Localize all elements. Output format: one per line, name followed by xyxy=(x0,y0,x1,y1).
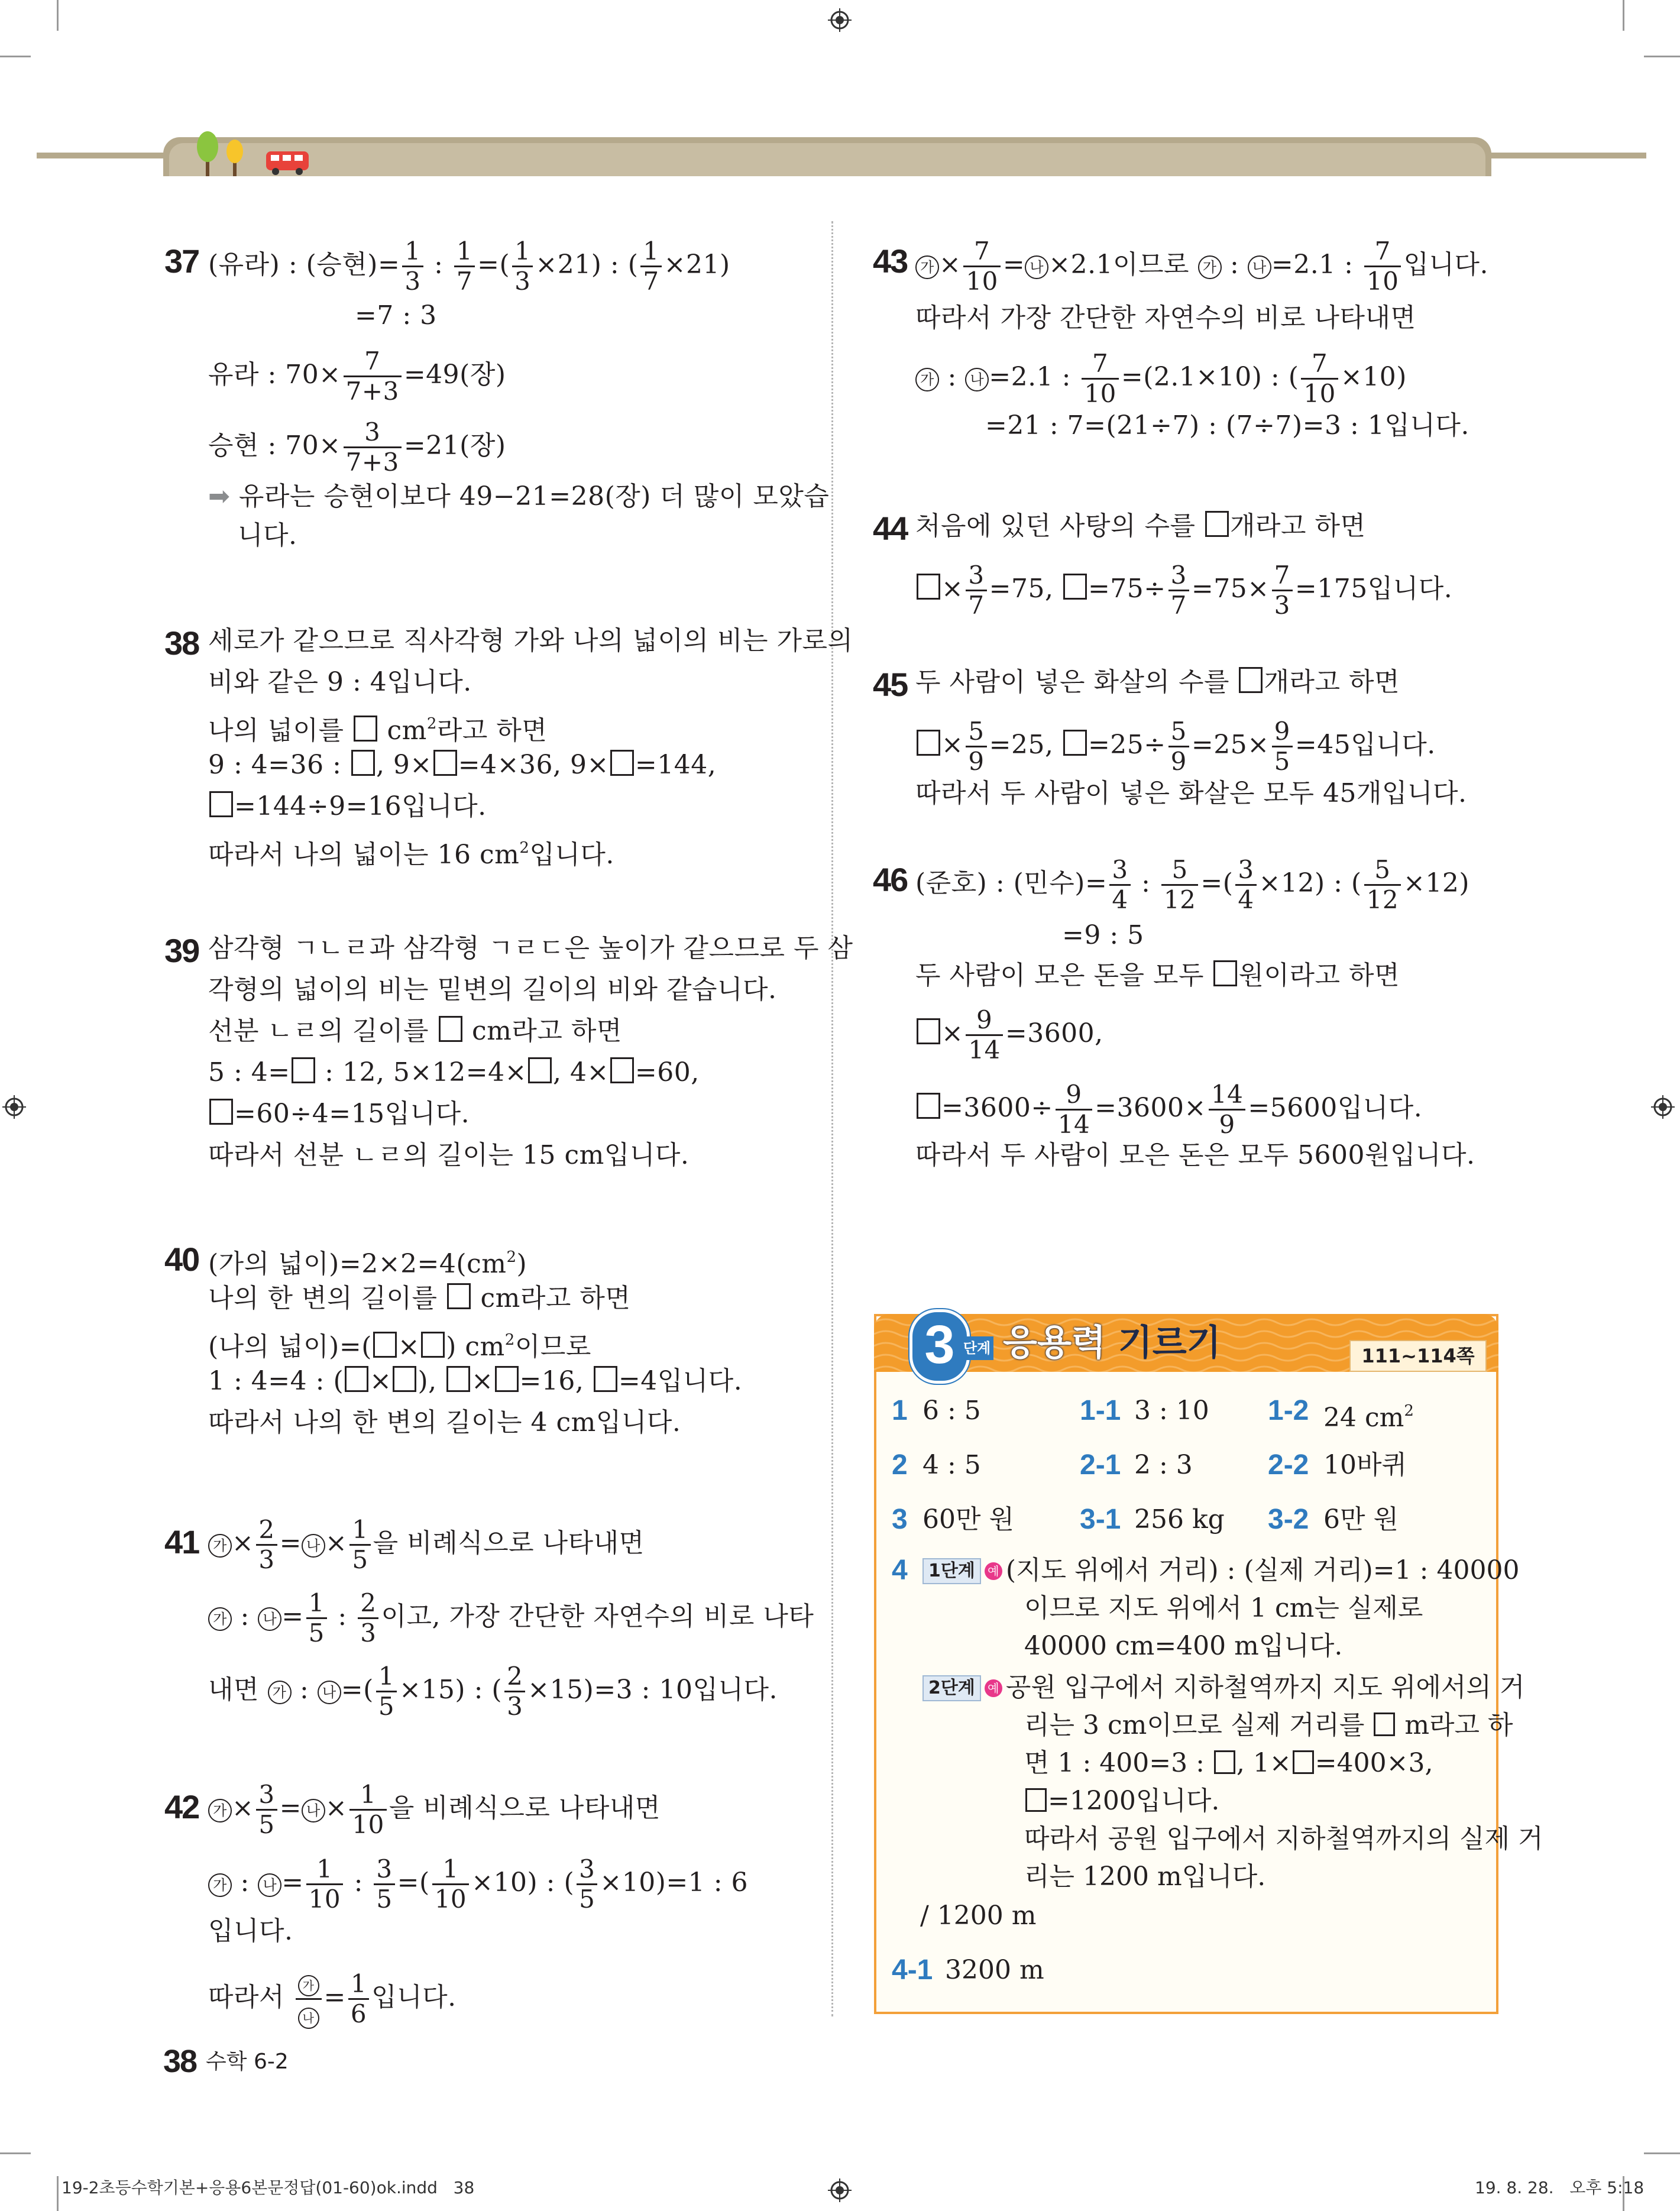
problem-46-line-1: (준호) : (민수)= $\frac{3}{4}$ : $\frac{5}{12}$ =( $\frac{3}{4}$ ×12) : ( $\frac{5}{12}$ ×12) xyxy=(915,855,1470,914)
problem-38-line-4: 9 : 4=36 : , 9× =4×36, 9× =144, xyxy=(208,750,717,780)
ga-circle-icon: 가 xyxy=(208,1799,232,1822)
crop-mark-top-right-v xyxy=(1623,0,1624,31)
blank-box xyxy=(1214,1750,1235,1774)
problem-38-line-6: 따라서 나의 넓이는 16 $cm^2$입니다. xyxy=(208,839,614,870)
na-circle-icon: 나 xyxy=(1248,255,1271,279)
problem-37-number: 37 xyxy=(164,242,199,280)
blank-box xyxy=(917,574,940,600)
answer-3-2-value: 6만 원 xyxy=(1323,1504,1399,1535)
blank-box xyxy=(528,1057,552,1083)
problem-45-line-2: × $\frac{5}{9}$ =25, =25÷ $\frac{5}{9}$ =25× $\frac{9}{5}$ =45입니다. xyxy=(915,719,1436,774)
problem-42-line-1: 가 × $\frac{3}{5}$ = 나 × $\frac{1}{10}$ 을 비례식으로 나타내면 xyxy=(208,1782,661,1837)
blank-box xyxy=(1063,574,1087,600)
stage-number: 3 xyxy=(924,1315,955,1375)
blank-box xyxy=(1063,730,1087,756)
answer-4-step2-line-1: 2단계 예 공원 입구에서 지하철역까지 지도 위에서의 거 xyxy=(922,1670,1524,1705)
crop-mark-top-left-v xyxy=(57,0,59,31)
ga-circle-icon: 가 xyxy=(208,1534,232,1558)
blank-box xyxy=(447,1283,471,1309)
blank-box xyxy=(1025,1788,1047,1812)
crop-mark-bottom-left-v xyxy=(57,2176,59,2211)
registration-mark-right-icon xyxy=(1651,1095,1675,1119)
problem-44-line-2: × $\frac{3}{7}$ =75, =75÷ $\frac{3}{7}$ =75× $\frac{7}{3}$ =175입니다. xyxy=(915,563,1452,618)
bus-icon xyxy=(265,149,310,176)
problem-39-line-4: 5 : 4= : 12, 5×12=4× , 4× =60, xyxy=(208,1057,700,1087)
problem-43-number: 43 xyxy=(873,242,908,280)
tree-icon xyxy=(194,127,259,176)
step-2-tag: 2단계 xyxy=(922,1675,981,1701)
problem-43-line-3: 가 : 나 =2.1 : $\frac{7}{10}$ =(2.1×10) : ( $\frac{7}{10}$ ×10) xyxy=(915,351,1407,406)
problem-40-number: 40 xyxy=(164,1241,199,1278)
problem-43-line-4: =21 : 7=(21÷7) : (7÷7)=3 : 1입니다. xyxy=(985,410,1469,441)
blank-box xyxy=(917,1018,940,1044)
blank-box xyxy=(594,1366,617,1392)
problem-42-line-3: 입니다. xyxy=(208,1916,293,1946)
answer-4-step1-line-2: 이므로 지도 위에서 1 cm는 실제로 xyxy=(1024,1593,1423,1623)
ga-circle-icon: 가 xyxy=(915,255,939,279)
problem-40-line-4: 1 : 4=4 : ( × ), × =16, =4입니다. xyxy=(208,1366,743,1396)
answer-3-2-number: 3-2 xyxy=(1268,1504,1309,1535)
answer-4-step2-line-4: =1200입니다. xyxy=(1024,1783,1219,1819)
problem-37-line-4: 승현 : 70× $\frac{3}{7+3}$ =21(장) xyxy=(208,417,506,477)
file-info: 19-2초등수학기본+응용6본문정답(01-60)ok.indd 38 xyxy=(61,2178,475,2197)
answer-3-number: 3 xyxy=(892,1504,908,1535)
answer-1-2-value: 24 $cm^2$ xyxy=(1323,1402,1414,1433)
header-tab-inner xyxy=(169,143,1485,176)
registration-mark-left-icon xyxy=(2,1095,26,1119)
problem-41-number: 41 xyxy=(164,1523,199,1561)
date-info: 19. 8. 28. 오후 5:18 xyxy=(1475,2178,1645,2197)
blank-box xyxy=(345,1366,368,1392)
blank-box xyxy=(421,1332,445,1358)
blank-box xyxy=(610,1057,634,1083)
answer-2-2-number: 2-2 xyxy=(1268,1449,1309,1481)
blank-box xyxy=(354,716,377,742)
answer-4-final: / 1200 m xyxy=(920,1901,1037,1931)
problem-37-line-2: =7 : 3 xyxy=(355,300,437,331)
answer-1-1-number: 1-1 xyxy=(1080,1395,1121,1426)
problem-42-line-2: 가 : 나 = $\frac{1}{10}$ : $\frac{3}{5}$ =( $\frac{1}{10}$ ×10) : ( $\frac{3}{5}$ ×10)=1 : 6 xyxy=(208,1857,748,1912)
problem-38-line-1: 세로가 같으므로 직사각형 가와 나의 넓이의 비는 가로의 xyxy=(208,626,853,656)
na-circle-icon: 나 xyxy=(318,1681,341,1704)
arrow-right-icon: ➡ xyxy=(208,481,231,512)
answer-4-step1-line-1: 1단계 예 (지도 위에서 거리) : (실제 거리)=1 : 40000 xyxy=(922,1553,1519,1588)
blank-box xyxy=(917,1093,940,1119)
problem-37-line-1: (유라) : (승현)= $\frac{1}{3}$ : $\frac{1}{7}$ =( $\frac{1}{3}$ ×21) : ( $\frac{1}{7}$ ×21) xyxy=(208,237,730,296)
stage-pages: 111~114쪽 xyxy=(1349,1340,1487,1372)
blank-box xyxy=(209,1099,233,1125)
problem-40-line-2: 나의 한 변의 길이를 cm라고 하면 xyxy=(208,1283,631,1313)
blank-box xyxy=(446,1366,470,1392)
blank-box xyxy=(1239,667,1263,693)
answer-2-1-value: 2 : 3 xyxy=(1134,1450,1193,1480)
problem-46-number: 46 xyxy=(873,861,908,898)
problem-45-number: 45 xyxy=(873,666,908,703)
blank-box xyxy=(1293,1750,1314,1774)
blank-box xyxy=(1374,1713,1395,1736)
problem-46-line-3: 두 사람이 모은 돈을 모두 원이라고 하면 xyxy=(915,960,1400,990)
problem-46-line-2: =9 : 5 xyxy=(1062,920,1144,950)
answer-4-step2-line-3: 면 1 : 400=3 : , 1× =400×3, xyxy=(1024,1748,1433,1778)
answer-2-number: 2 xyxy=(892,1449,908,1481)
problem-39-line-6: 따라서 선분 ㄴㄹ의 길이는 15 cm입니다. xyxy=(208,1140,690,1170)
ga-circle-icon: 가 xyxy=(208,1607,232,1631)
problem-38-line-5: =144÷9=16입니다. xyxy=(208,789,487,824)
blank-box xyxy=(393,1366,416,1392)
problem-43-line-1: 가 × $\frac{7}{10}$ = 나 ×2.1이므로 가 : 나 =2.1 : $\frac{7}{10}$ 입니다. xyxy=(915,239,1488,294)
blank-box xyxy=(1205,511,1229,537)
ye-mark-icon: 예 xyxy=(985,1562,1002,1580)
problem-38-line-3: 나의 넓이를 $cm^2$라고 하면 xyxy=(208,715,548,746)
crop-mark-top-left-h xyxy=(0,56,31,57)
blank-box xyxy=(917,730,940,756)
ga-circle-icon: 가 xyxy=(208,1873,232,1897)
answer-4-step2-line-6: 리는 1200 m입니다. xyxy=(1024,1862,1266,1892)
answer-3-1-value: 256 kg xyxy=(1134,1504,1225,1535)
answer-4-number: 4 xyxy=(892,1555,908,1586)
page-subject: 수학 6-2 xyxy=(206,2050,289,2074)
column-divider xyxy=(831,221,833,2016)
problem-44-number: 44 xyxy=(873,510,908,547)
problem-42-number: 42 xyxy=(164,1788,199,1825)
answer-4-step2-line-2: 리는 3 cm이므로 실제 거리를 m라고 하 xyxy=(1024,1710,1513,1740)
blank-box xyxy=(351,750,375,776)
na-circle-icon: 나 xyxy=(298,2008,319,2029)
na-circle-icon: 나 xyxy=(965,368,989,391)
ga-circle-icon: 가 xyxy=(298,1975,319,1996)
problem-44-line-1: 처음에 있던 사탕의 수를 개라고 하면 xyxy=(915,511,1366,541)
problem-39-line-2: 각형의 넓이의 비는 밑변의 길이의 비와 같습니다. xyxy=(208,975,777,1005)
answer-4-step2-line-5: 따라서 공원 입구에서 지하철역까지의 실제 거 xyxy=(1024,1824,1543,1854)
na-circle-icon: 나 xyxy=(258,1873,281,1897)
blank-box xyxy=(292,1057,315,1083)
answer-3-value: 60만 원 xyxy=(922,1504,1014,1535)
problem-38-line-2: 비와 같은 9 : 4입니다. xyxy=(208,667,472,697)
problem-39-line-1: 삼각형 ㄱㄴㄹ과 삼각형 ㄱㄹㄷ은 높이가 같으므로 두 삼 xyxy=(208,933,853,963)
na-circle-icon: 나 xyxy=(258,1607,281,1631)
step-1-tag: 1단계 xyxy=(922,1558,981,1584)
ga-circle-icon: 가 xyxy=(915,368,939,391)
problem-45-line-1: 두 사람이 넣은 화살의 수를 개라고 하면 xyxy=(915,667,1400,697)
problem-46-line-6: 따라서 두 사람이 모은 돈은 모두 5600원입니다. xyxy=(915,1140,1475,1170)
problem-39-line-5: =60÷4=15입니다. xyxy=(208,1096,470,1132)
problem-37-line-3: 유라 : 70× $\frac{7}{7+3}$ =49(장) xyxy=(208,347,506,406)
blank-box xyxy=(1213,960,1237,986)
registration-mark-top-icon xyxy=(828,8,852,32)
answer-1-value: 6 : 5 xyxy=(922,1396,981,1426)
page-number: 38 xyxy=(163,2044,197,2079)
ga-circle-icon: 가 xyxy=(1198,255,1222,279)
blank-box xyxy=(433,750,457,776)
problem-40-line-1: (가의 넓이)$=2\times 2=4(cm^2)$ xyxy=(208,1248,527,1279)
crop-mark-bottom-left-h xyxy=(0,2152,31,2154)
blank-box xyxy=(373,1332,397,1358)
answer-4-1-number: 4-1 xyxy=(892,1954,933,1986)
na-circle-icon: 나 xyxy=(302,1799,325,1822)
stage-level-tag: 단계 xyxy=(960,1336,993,1360)
answer-2-2-value: 10바퀴 xyxy=(1323,1450,1407,1480)
blank-box xyxy=(439,1016,462,1042)
problem-41-line-2: 가 : 나 = $\frac{1}{5}$ : $\frac{2}{3}$ 이고, 가장 간단한 자연수의 비로 나타 xyxy=(208,1591,814,1646)
ye-mark-icon: 예 xyxy=(985,1679,1002,1697)
crop-mark-bottom-right-h xyxy=(1644,2152,1680,2154)
problem-37-line-5: ➡ 유라는 승현이보다 49−21=28(장) 더 많이 모았습 xyxy=(208,481,830,512)
stage-title: 응용력 기르기 xyxy=(1003,1322,1221,1364)
answer-1-number: 1 xyxy=(892,1395,908,1426)
problem-40-line-5: 따라서 나의 한 변의 길이는 4 cm입니다. xyxy=(208,1407,681,1438)
problem-45-line-3: 따라서 두 사람이 넣은 화살은 모두 45개입니다. xyxy=(915,778,1467,808)
blank-box xyxy=(610,750,634,776)
answer-4-step1-line-3: 40000 cm=400 m입니다. xyxy=(1024,1631,1343,1661)
blank-box xyxy=(495,1366,519,1392)
problem-41-line-3: 내면 가 : 나 =( $\frac{1}{5}$ ×15) : ( $\frac{2}{3}$ ×15)=3 : 10입니다. xyxy=(208,1662,778,1721)
answer-3-1-number: 3-1 xyxy=(1080,1504,1121,1535)
problem-38-number: 38 xyxy=(164,624,199,662)
problem-46-line-5: =3600÷ $\frac{9}{14}$ =3600× $\frac{14}{9}$ =5600입니다. xyxy=(915,1082,1422,1137)
registration-mark-bottom-icon xyxy=(828,2178,852,2202)
blank-box xyxy=(209,791,233,817)
ga-circle-icon: 가 xyxy=(268,1681,292,1704)
problem-43-line-2: 따라서 가장 간단한 자연수의 비로 나타내면 xyxy=(915,303,1416,333)
answer-2-1-number: 2-1 xyxy=(1080,1449,1121,1481)
problem-46-line-4: × $\frac{9}{14}$ =3600, xyxy=(915,1008,1103,1063)
problem-40-line-3: (나의 넓이)=( × ) $cm^2$이므로 xyxy=(208,1331,591,1362)
answer-1-2-number: 1-2 xyxy=(1268,1395,1309,1426)
crop-mark-top-right-h xyxy=(1644,56,1680,57)
answer-1-1-value: 3 : 10 xyxy=(1134,1396,1209,1426)
problem-41-line-1: 가 × $\frac{2}{3}$ = 나 × $\frac{1}{5}$ 을 비례식으로 나타내면 xyxy=(208,1517,645,1572)
problem-42-line-4: 따라서 가 나 = $\frac{1}{6}$ 입니다. xyxy=(208,1969,457,2028)
problem-39-line-3: 선분 ㄴㄹ의 길이를 cm라고 하면 xyxy=(208,1016,622,1046)
na-circle-icon: 나 xyxy=(302,1534,325,1558)
problem-37-line-6: 니다. xyxy=(238,520,297,551)
answer-4-1-value: 3200 m xyxy=(945,1955,1044,1985)
answer-2-value: 4 : 5 xyxy=(922,1450,981,1480)
na-circle-icon: 나 xyxy=(1025,255,1048,279)
problem-39-number: 39 xyxy=(164,932,199,969)
